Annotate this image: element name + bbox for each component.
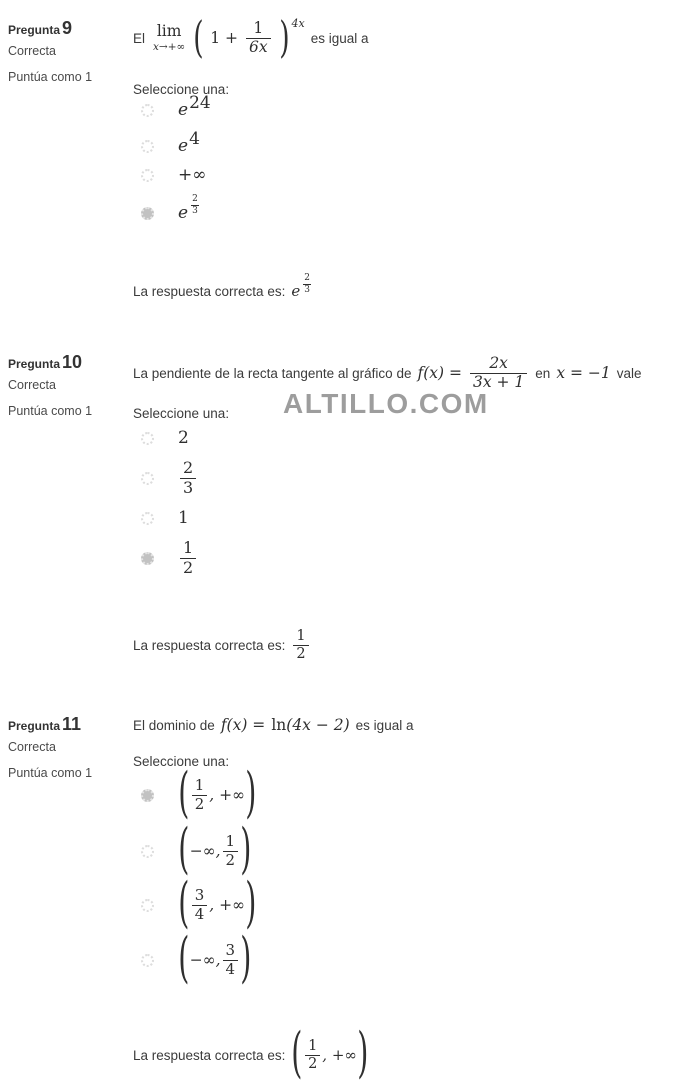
fraction-denominator: 3 [180, 478, 196, 497]
fraction [246, 20, 271, 57]
lim-subscript: x→+∞ [153, 40, 186, 53]
option-label [178, 762, 257, 826]
question-tail: es igual a [310, 30, 369, 46]
interval-rest: , +∞ [209, 786, 246, 804]
correct-answer-line [133, 274, 311, 308]
question-status: Correcta [8, 44, 56, 58]
open-paren: ( [178, 762, 190, 826]
answer-option[interactable] [133, 762, 257, 826]
question-tail: es igual a [355, 717, 414, 733]
radio-icon[interactable] [141, 169, 154, 182]
question-text-9 [133, 11, 369, 63]
correct-answer-line [133, 1022, 369, 1086]
open-paren: ( [178, 927, 190, 991]
option-math: +∞ [178, 165, 207, 185]
interval-pre: −∞, [189, 842, 221, 860]
radio-icon[interactable] [141, 552, 154, 565]
question-label [8, 18, 72, 39]
answer-option[interactable] [133, 927, 252, 991]
radio-icon[interactable] [141, 104, 154, 117]
answer-prefix: La respuesta correcta es: [133, 283, 286, 299]
question-block-10 [0, 350, 700, 680]
fraction-numerator: 1 [194, 776, 205, 795]
fraction-denominator: 6x [246, 38, 271, 57]
option-label [178, 165, 206, 185]
radio-icon[interactable] [141, 472, 154, 485]
open-paren: ( [291, 1022, 303, 1086]
radio-icon[interactable] [141, 899, 154, 912]
limit-expression [153, 24, 185, 52]
fraction [223, 942, 239, 978]
radio-icon[interactable] [141, 207, 154, 220]
question-number: 9 [62, 18, 73, 38]
fraction-denominator: 2 [180, 558, 196, 577]
option-label [178, 93, 211, 120]
fraction-numerator: 1 [308, 1037, 318, 1054]
radio-icon[interactable] [141, 789, 154, 802]
question-points: Puntúa como 1 [8, 70, 93, 84]
ln-argument: (4x − 2) [286, 716, 350, 734]
fraction [305, 1038, 320, 1072]
close-paren: ) [240, 818, 252, 882]
option-label [178, 508, 189, 528]
radio-icon[interactable] [141, 432, 154, 445]
fraction-numerator: 3 [225, 941, 236, 960]
question-points: Puntúa como 1 [8, 404, 93, 418]
sup-num: 2 [192, 194, 198, 205]
question-lead: La pendiente de la recta tangente al gráfico de [133, 365, 412, 381]
answer-exponent-fraction [303, 273, 311, 295]
fraction [192, 777, 208, 813]
option-label [178, 428, 189, 448]
radio-icon[interactable] [141, 140, 154, 153]
correct-answer-line [133, 624, 311, 666]
answer-prefix: La respuesta correcta es: [133, 637, 286, 653]
fraction-numerator: 1 [225, 832, 236, 851]
radio-icon[interactable] [141, 954, 154, 967]
interval-pre: −∞, [189, 951, 221, 969]
fraction [223, 833, 239, 869]
option-exponent: 4 [189, 129, 200, 149]
radio-icon[interactable] [141, 845, 154, 858]
answer-option[interactable] [133, 456, 198, 500]
question-label-text: Pregunta [8, 719, 61, 733]
close-paren: ) [357, 1022, 369, 1086]
answer-fraction [293, 628, 308, 662]
option-exponent: 24 [189, 93, 211, 113]
question-number: 10 [62, 352, 83, 372]
open-paren: ( [193, 11, 204, 63]
question-status: Correcta [8, 740, 56, 754]
answer-option[interactable] [133, 536, 198, 580]
fraction-denominator: 2 [192, 795, 208, 813]
fraction [180, 539, 196, 577]
answer-option[interactable] [133, 506, 189, 530]
fraction-denominator: 2 [305, 1055, 320, 1073]
select-one-label: Seleccione una: [133, 754, 230, 769]
fraction [470, 355, 527, 392]
answer-option[interactable] [133, 872, 257, 936]
question-label [8, 352, 82, 373]
fraction-numerator: 3 [194, 886, 205, 905]
sup-den: 3 [192, 205, 198, 216]
one-plus: 1 + [210, 29, 238, 47]
question-status: Correcta [8, 378, 56, 392]
option-math: e [178, 203, 189, 223]
fraction [180, 459, 196, 497]
answer-base: e [291, 282, 301, 300]
altillo-watermark: ALTILLO.COM [283, 388, 489, 419]
sup-den: 3 [304, 284, 310, 295]
question-block-9 [0, 11, 700, 326]
answer-option[interactable] [133, 93, 211, 124]
select-one-label: Seleccione una: [133, 406, 230, 421]
sup-num: 2 [304, 273, 310, 284]
answer-option[interactable] [133, 129, 200, 160]
lim-word: lim [156, 22, 182, 40]
answer-interval [291, 1022, 369, 1086]
option-exponent-fraction [191, 194, 199, 216]
radio-icon[interactable] [141, 512, 154, 525]
fraction-denominator: 4 [223, 960, 239, 978]
question-lead: El dominio de [133, 717, 215, 733]
option-math: e [178, 136, 189, 156]
option-label [178, 927, 252, 991]
option-label [178, 459, 198, 497]
fraction-denominator: 3x + 1 [470, 373, 527, 392]
interval-rest: , +∞ [209, 896, 246, 914]
close-paren: ) [278, 11, 290, 63]
fraction-denominator: 4 [192, 905, 208, 923]
question-text-11 [133, 712, 413, 738]
question-mid: en [535, 365, 551, 381]
ln-expression [271, 716, 349, 734]
open-paren: ( [178, 872, 190, 936]
question-block-11 [0, 712, 700, 1088]
close-paren-with-exponent [278, 11, 305, 63]
fraction [192, 887, 208, 923]
fraction-numerator: 1 [253, 18, 264, 37]
question-points: Puntúa como 1 [8, 766, 93, 780]
select-one-label: Seleccione una: [133, 82, 230, 97]
answer-math [291, 273, 311, 302]
question-lead: El [133, 30, 146, 46]
fraction-numerator: 2 [183, 458, 194, 478]
fraction-denominator: 2 [293, 645, 308, 663]
close-paren: ) [245, 762, 257, 826]
option-label [178, 818, 252, 882]
option-math: 1 [178, 508, 189, 528]
ln-word: ln [271, 716, 287, 734]
answer-option[interactable] [133, 196, 199, 230]
fraction-denominator: 2 [223, 851, 239, 869]
option-label [178, 872, 257, 936]
question-label-text: Pregunta [8, 23, 61, 37]
answer-option[interactable] [133, 818, 252, 882]
question-label-text: Pregunta [8, 357, 61, 371]
answer-prefix: La respuesta correcta es: [133, 1047, 286, 1063]
interval-rest: , +∞ [322, 1046, 357, 1064]
condition: x = −1 [556, 364, 611, 382]
interval [178, 872, 257, 936]
function-notation: f(x) = [220, 716, 266, 734]
question-number: 11 [62, 714, 82, 734]
interval [178, 927, 252, 991]
fraction-numerator: 1 [183, 538, 194, 558]
close-paren: ) [240, 927, 252, 991]
exponent: 4x [291, 16, 305, 30]
interval [178, 762, 257, 826]
fraction-numerator: 2x [489, 353, 508, 372]
answer-option[interactable] [133, 426, 189, 450]
function-notation: f(x) = [417, 364, 462, 382]
close-paren: ) [245, 872, 257, 936]
option-math: 2 [178, 428, 189, 448]
open-paren: ( [178, 818, 190, 882]
answer-option[interactable] [133, 161, 206, 189]
option-math: e [178, 100, 189, 120]
option-label [178, 129, 200, 156]
fraction-numerator: 1 [296, 627, 306, 644]
option-label [178, 194, 199, 224]
option-label [178, 539, 198, 577]
question-tail: vale [616, 365, 642, 381]
question-label [8, 714, 81, 735]
interval [178, 818, 252, 882]
